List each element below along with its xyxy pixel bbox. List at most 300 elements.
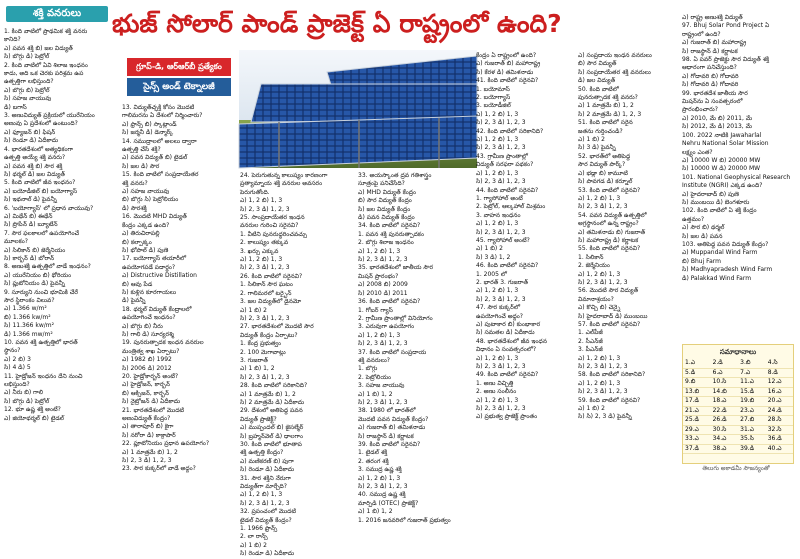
text-line: ఎ) 2010, మే బి) 2011, మే <box>682 114 753 122</box>
answer-cell: 40.ఎ <box>766 444 793 454</box>
answer-cell: 27.బి <box>738 416 766 426</box>
text-line: ఎ) 1, 2 బి) 1, 3 <box>358 247 401 255</box>
text-line: 48. భారతదేశంలో జీవ ఇంధన <box>476 337 547 345</box>
text-line: సి) 2, 3 డి) 1, 2, 3 <box>358 483 408 491</box>
text-line: 2. లా రాన్స్ <box>240 533 268 541</box>
text-line: ఎ) భడ్లా బి) కామూటి <box>578 169 628 177</box>
text-line: విద్యుత్ ప్రాజెక్ట్? <box>240 415 277 423</box>
text-line: కాదు, అది ఒక చెరకు పరిశ్రమ ఉప <box>4 70 84 78</box>
text-line: సి) Madhyapradesh Wind Farm <box>682 266 773 274</box>
text-line: ఎ) పవన శక్తి బి) జల విద్యుత్ <box>4 44 73 52</box>
text-line: సి) 2, 3 డి) 1, 2, 3 <box>476 295 526 303</box>
text-line: సి) మహారాష్ట్ర డి) కర్ణాటక <box>578 236 639 244</box>
text-line: ఎ) 2008 బి) 2009 <box>358 281 408 289</box>
text-line: 1. బొగ్గు <box>358 365 378 373</box>
text-line: ఎ) 1 బి) 1, 2 <box>240 365 275 373</box>
text-line: డి) జల విద్యుత్ <box>578 77 616 85</box>
text-line: 44. కింది వాటిలో సరైనవి? <box>476 186 539 194</box>
answer-cell: 38.ఎ <box>711 444 739 454</box>
text-line: డి) సౌరశక్తి <box>122 204 147 212</box>
answer-cell: 23.ఎ <box>738 406 766 416</box>
text-line: ఎ) పవన శక్తి బి) సౌర శక్తి <box>4 162 63 170</box>
text-line: 2. అణు సంలీనం <box>476 388 517 396</box>
text-line: ఎ) 1, 2 బి) 1, 3 <box>578 379 621 387</box>
text-line: 53. కింది వాటిలో సరైనవి? <box>578 186 641 194</box>
text-line: 19. పునరుత్పాదక ఇంధన వనరుల <box>122 339 204 347</box>
text-line: ఎ) గుజరాత్ బి) తమిళనాడు <box>358 424 426 432</box>
text-line: 100. 2022 నాటికి Jawaharlal <box>682 131 762 139</box>
text-line: 21. భారతదేశంలో మొదటి <box>122 406 185 414</box>
text-line: ఎ) ముప్పందల్ బి) జైసల్మేర్ <box>240 424 304 432</box>
text-line: ఎ) Distructive Distillation <box>122 272 197 280</box>
text-line: ఎ) సంప్రదాయ ఇంధన వనరులు <box>578 52 652 59</box>
text-line: సి) 11.366 kw/m² <box>4 322 55 330</box>
text-line: విమానాశ్రయం? <box>578 295 614 303</box>
column-6 <box>578 52 678 475</box>
answer-key-heading: సమాధానాలు <box>719 348 757 356</box>
text-line: 2. పెట్రోలియం <box>358 373 392 381</box>
text-line: 4. భారతదేశంలో అత్యధికంగా <box>4 145 74 153</box>
text-line: బి) Bhuj Farm <box>682 257 721 265</box>
text-line: 3. అణువిద్యుత్ ప్రక్రియలో యురేనియం <box>4 112 95 120</box>
text-line: 2. పెట్రోల్, ఆల్కహాల్ మిశ్రమం <box>476 203 546 211</box>
text-line: ఎ) బొగ్గు బి) నీరు <box>122 322 163 330</box>
text-line: సి) 3 డి) పైవన్నీ <box>578 144 616 152</box>
answer-row <box>683 444 793 454</box>
text-line: ఎ) 1 బి) 2 <box>578 136 605 144</box>
text-line: సి) జర్మనీ డి) డెన్మార్క్ <box>122 129 174 137</box>
text-line: సి) సి) 2, 3 డి) పైవన్నీ <box>578 413 632 421</box>
text-line: 8. అణుశక్తి ఉత్పత్తిలో వాడే ఇంధనం? <box>4 263 91 271</box>
text-line: 20. హైడ్రోకార్బన్ అంటే? <box>122 373 179 380</box>
text-line: పునరుత్పాదక శక్తి వనరు? <box>578 94 638 102</box>
text-line: సి) జల విద్యుత్ కేంద్రం <box>358 205 411 213</box>
text-line: సి) రెండూ డి) ఏదీకాదు <box>240 466 295 474</box>
answer-cell: 36.డి <box>766 435 793 445</box>
text-line: 40. సముద్ర ఉష్ణ శక్తి <box>358 491 406 499</box>
footer-credit: తెలుగు అకాడమీ సౌజన్యంతో <box>702 465 770 472</box>
text-line: సి) నైట్రోజన్ డి) ఏదీకాదు <box>122 398 181 406</box>
text-line: ఎ) సహజ వాయువు <box>122 188 170 196</box>
answer-cell: 5.డి <box>683 368 711 378</box>
text-line: సి) 2, 3 డి) 1, 2, 3 <box>358 256 408 264</box>
column-3b <box>240 172 352 558</box>
answer-cell: 1.ఎ <box>683 359 711 368</box>
text-line: సి) 2, 3 డి) 1, 2, 3 <box>240 264 290 272</box>
text-line: 47. సౌర కుక్కర్‌లో <box>476 304 520 312</box>
text-line: 11. హైడ్రోజన్ ఇంధనం దేని నుంచి <box>4 372 83 380</box>
text-line: ఎ) MHD విద్యుత్ కేంద్రం <box>358 188 417 196</box>
text-line: సౌర విద్యుత్ పార్క్? <box>578 161 626 169</box>
text-line: 41. కింది వాటిలో సరైనవి? <box>476 77 539 85</box>
text-line: సి) రాజస్థాన్ డి) కర్ణాటక <box>682 47 738 55</box>
text-line: శక్తి వనరులు? <box>358 356 390 364</box>
text-line: ఎ) జియోథర్మల్ బి) టైడల్ <box>4 414 65 422</box>
text-line: ఎ) 1, 2 బి) 1, 3 <box>476 354 519 362</box>
answer-row <box>683 387 793 397</box>
answer-row <box>683 435 793 445</box>
text-line: విద్యుత్ కేంద్రం ఏర్పాటు? <box>240 331 298 339</box>
text-line: 25. సాంప్రదాయేతర ఇంధన <box>240 214 305 222</box>
text-line: శక్తి వనరు? <box>122 179 148 187</box>
text-line: 3. ఖర్చు ఎక్కువ <box>240 247 279 255</box>
text-line: సి) గోదావరి డి) గోదావరి <box>682 81 739 89</box>
text-line: Nehru National Solar Mission <box>682 140 769 148</box>
text-line: అణువు ఏ ప్రదేశంలో ఉంటుంది? <box>4 120 78 128</box>
text-line: సి) 2, 3 డి) 1, 2, 3 <box>476 144 526 152</box>
text-line: ప్రారంభించారు? <box>682 106 718 114</box>
text-line: డి) పైవన్నీ <box>122 297 146 305</box>
text-line: 17. బయోగ్యాస్ తయారీలో <box>122 255 187 263</box>
text-line: ఎ) కొచ్చి బి) చెన్నై <box>578 304 621 312</box>
text-line: మిషన్‌ను ఏ సంవత్సరంలో <box>682 98 743 106</box>
solar-panels-photo <box>239 50 477 168</box>
text-line: సి) 2, 3 డి) 1, 2, 3 <box>476 178 526 186</box>
text-line: బి) బొగ్గు సి) పెట్రోలియం <box>122 196 179 204</box>
text-line: 2. కాలుష్యం తక్కువ <box>240 239 289 247</box>
text-line: సి) ఇథనాల్ డి) పైవన్నీ <box>4 196 57 204</box>
answer-cell: 30.సి <box>711 425 739 435</box>
text-line: ఎ) 1, 2 బి) 1, 3 <box>476 287 519 295</box>
text-line: సి) సమతల డి) ఏదీకాదు <box>476 329 535 337</box>
text-line: ఎ) 1, 2 బి) 1, 3 <box>240 256 283 264</box>
text-line: మిషన్ ప్రారంభం? <box>358 272 399 280</box>
text-line: 102. కింది వాటిలో ఏ శక్తి కేంద్రం <box>682 207 757 215</box>
text-line: 38. 1980 లో భారత్‌లో <box>358 407 416 415</box>
text-line: బి) 1.366 kw/m² <box>4 313 51 321</box>
answer-row <box>683 397 793 407</box>
text-line: వనరుల గురించి సరైనవి? <box>240 222 299 230</box>
text-line: ఉపయోగించే ఇంధనం? <box>122 314 176 322</box>
answer-cell: 3.బి <box>738 359 766 368</box>
text-line: 1. కేంద్ర ప్రభుత్వం <box>240 340 282 348</box>
answer-cell: 11.ఎ <box>738 378 766 388</box>
answer-cell: 12.ఎ <box>766 378 793 388</box>
text-line: 58. కింది వాటిలో సరికానిది? <box>578 371 646 379</box>
text-line: సి) బొగ్గు డి) పెట్రోల్ <box>4 397 50 405</box>
answer-cell: 28.సి <box>766 416 793 426</box>
text-line: ఎ) 1 మాత్రమే బి) 1, 2 <box>240 390 296 398</box>
text-line: ఎ) గుజరాత్ బి) మహారాష్ట్ర <box>682 39 747 47</box>
text-line: ఎ) 10000 W బి) 20000 MW <box>682 156 761 164</box>
text-line: 29. దేశంలో అతిపెద్ద పవన <box>240 407 303 415</box>
text-line: ఎ) తారాపూర్ బి) కైగా <box>122 423 174 431</box>
text-line: ఎ) తిరుచిరాపల్లి <box>122 230 160 238</box>
text-line: అగ్రస్థానంలో ఉన్న రాష్ట్రం? <box>578 220 639 228</box>
column-7 <box>682 14 796 340</box>
text-line: సి) హైదరాబాద్ డి) ముంబయి <box>578 312 648 320</box>
text-line: ఎ) 1, 2 బి) 1, 3 <box>476 110 519 118</box>
text-line: ఎ) 2 బి) 3 <box>4 355 31 363</box>
text-line: సి) 2, 3 డి) 1, 2, 3 <box>240 205 290 213</box>
text-line: ఎ) రాష్ట్ర అణుశక్తి విద్యుత్ <box>682 14 743 21</box>
text-line: సి) జల డి) సౌర <box>122 162 160 170</box>
answer-cell: 32.సి <box>766 425 793 435</box>
text-line: 33. అయస్కాంత ద్రవ గతిశాస్త్రం <box>358 172 432 179</box>
text-line: ఉత్పత్తిగా లభిస్తుంది? <box>4 78 54 86</box>
text-line: 24. పెరుగుతున్న కాలుష్యం కారణంగా <box>240 172 328 179</box>
text-line: సి) రాజస్థాన్ డి) కర్ణాటక <box>358 432 414 440</box>
text-line: 2. గాలిమరలో టర్బైన్ <box>240 289 292 297</box>
text-line: సి) 2, 3 డి) 1, 2, 3 <box>476 119 526 127</box>
text-line: 35. భారతదేశంలో జాతీయ సౌర <box>358 264 434 272</box>
text-line: 3. బయోడీజిల్ <box>476 102 511 110</box>
text-line: 2. జెర్మేనియం <box>578 262 610 270</box>
text-line: సి) బొగ్గు డి) పెట్రోల్ <box>4 53 50 61</box>
text-line: సి) 4 డి) 5 <box>4 364 31 372</box>
text-line: 16. మొదటి MHD విద్యుత్ <box>122 213 187 221</box>
text-line: ఎ) 1 బి) 2 <box>578 405 605 413</box>
text-line: సి) సహజ వాయువు <box>4 95 52 103</box>
answer-cell: 31.ఎ <box>738 425 766 435</box>
text-line: ఎ) బొగ్గు బి) పెట్రోల్ <box>4 86 50 94</box>
answer-cell: 13.బి <box>683 387 711 397</box>
text-line: 3. సముద్ర ఉష్ణ శక్తి <box>358 466 402 474</box>
text-line: 6. 'బయోగ్యాస్' లో ప్రధాన వాయువు? <box>4 204 94 212</box>
text-line: బి) కల్పాక్కం <box>122 238 152 246</box>
text-line: 51. కింది వాటిలో సరైన <box>578 119 633 127</box>
text-line: శక్తి ఉత్పత్తి కేంద్రం? <box>240 449 284 457</box>
text-line: బి) సౌర విద్యుత్ కేంద్రం <box>358 197 412 205</box>
text-line: సి) 2, 3 డి) 1, 2, 3 <box>578 203 628 211</box>
text-line: 56. మొదటి సౌర విద్యుత్ <box>578 287 639 295</box>
text-line: 13. విద్యుత్‌చ్ఛక్తి కోసం మొదటి <box>122 104 195 111</box>
text-line: ఎ) 1, 2 బి) 1, 3 <box>476 220 519 228</box>
answer-cell: 21.ఎ <box>683 406 711 416</box>
text-line: ఎ) 1, 2 బి) 1, 3 <box>476 396 519 404</box>
text-line: ఎ) 1, 2 బి) 1, 3 <box>476 136 519 144</box>
text-line: కేంద్రం ఏ రాష్ట్రంలో ఉంది? <box>476 52 537 59</box>
text-line: 30. కింది వాటిలో భూతాప <box>240 441 302 448</box>
text-line: 50. కింది వాటిలో <box>578 85 619 93</box>
text-line: సి) 2, 3 డి) 1, 2, 3 <box>358 340 408 348</box>
text-line: సి) కార్బన్ డి) బోరాన్ <box>4 254 55 262</box>
text-line: 1. టైడల్ శక్తి <box>358 449 388 457</box>
text-line: లభిస్తుంది? <box>4 381 30 389</box>
answer-cell: 19.బి <box>738 397 766 407</box>
text-line: ఎ) ఫ్యూజన్ బి) ఫిషన్ <box>4 128 56 136</box>
text-line: ఎ) ప్రభుత్వ ప్రాజెక్ట్ ప్రాంతం <box>476 413 538 421</box>
text-line: ఎ) ఫ్రాన్స్ బి) స్కాట్లాండ్ <box>122 120 177 128</box>
text-line: సి) 3 డి) 1, 2 <box>476 253 511 261</box>
text-line: 31. సౌర శక్తిని నేరుగా <box>240 474 291 482</box>
column-4-lines <box>358 172 470 525</box>
text-line: 3. జల విద్యుత్‌లో డైనమో <box>240 298 302 306</box>
text-line: ఉపయోగపడే పదార్థం? <box>122 263 176 271</box>
answer-key-table <box>683 359 793 454</box>
text-line: సి) 2, 3 డి) 1, 2, 3 <box>476 228 526 236</box>
text-line: 55. కింది వాటిలో సరైనవి? <box>578 245 641 253</box>
text-line: టైడల్ విద్యుత్ కేంద్రం? <box>240 516 292 524</box>
text-line: 2. గ్రామీణ ప్రాంతాల్లో వినియోగం <box>358 314 433 322</box>
subhead-topic: సైన్స్ అండ్ టెక్నాలజీ <box>127 78 231 96</box>
text-line: 2. కింది వాటిలో ఏవి శిలాజ ఇంధనం <box>4 61 88 69</box>
answer-cell: 34.ఎ <box>711 435 739 445</box>
text-line: సి) భోపాల్ డి) పుణె <box>122 246 169 254</box>
answer-cell: 39.డి <box>738 444 766 454</box>
text-line: ఎ) 1 బి) 2 <box>476 245 503 253</box>
answer-cell: 8.డి <box>766 368 793 378</box>
answer-row <box>683 378 793 388</box>
answer-cell: 29.ఎ <box>683 425 711 435</box>
answer-cell: 33.ఎ <box>683 435 711 445</box>
answer-row <box>683 359 793 368</box>
column-2 <box>122 104 234 475</box>
text-line: 49. కింది వాటిలో సరైనవి? <box>476 371 539 379</box>
page-headline: భుజ్ సోలార్ పాండ్ ప్రాజెక్ట్ ఏ రాష్ట్రంలో ఉంది? <box>112 9 562 38</box>
text-line: ఎ) 1 బి) 2 <box>240 306 267 314</box>
column-2-lines <box>122 104 234 474</box>
text-line: గాలిమరను ఏ దేశంలో నిర్మించారు? <box>122 112 203 120</box>
text-line: ఎ) గుజరాత్ బి) మహారాష్ట్ర <box>476 60 541 68</box>
answer-cell: 18.ఎ <box>711 397 739 407</box>
text-line: 1. వీటిని పునరుద్ధరించవచ్చు <box>240 230 307 238</box>
text-line: సి) జల డి) పవన <box>682 232 723 240</box>
text-line: ఎ) మిథేన్ బి) ఈథేన్ <box>4 212 53 220</box>
text-line: ఎ) హైడ్రోజన్, కార్బన్ <box>122 381 170 389</box>
text-line: 15. కింది వాటిలో సంప్రదాయేతర <box>122 171 199 179</box>
answer-cell: 35.సి <box>738 435 766 445</box>
text-line: 46. కింది వాటిలో సరైనవి? <box>476 262 539 270</box>
text-line: 99. భారతదేశ జాతీయ సౌర <box>682 89 748 97</box>
answer-cell: 14.బి <box>711 387 739 397</box>
answer-cell: 7.ఎ <box>738 368 766 378</box>
answer-cell: 26.డి <box>711 416 739 426</box>
subhead-box <box>127 58 231 96</box>
text-line: ఎ) 1.366 w/m² <box>4 305 47 313</box>
column-6-lines <box>578 52 678 422</box>
text-line: ఎ) హైదరాబాద్ బి) పుణె <box>682 190 739 198</box>
answer-cell: 37.డి <box>683 444 711 454</box>
text-line: ఎ) 1 బి) 1, 2 <box>358 508 393 516</box>
text-line: స్థానం? <box>4 347 21 355</box>
text-line: 59. కింది వాటిలో సరైనవి? <box>578 396 641 404</box>
text-line: ఎ) నీరు బి) గాలి <box>4 389 44 397</box>
text-line: జతను గుర్తించండి? <box>578 127 623 135</box>
text-line: సి) థర్మల్ డి) జల విద్యుత్ <box>4 170 65 178</box>
text-line: 1. గోబర్ గ్యాస్ <box>358 306 393 314</box>
text-line: ఎ) Muppandal Wind Farm <box>682 249 758 257</box>
text-line: పెరుగుతోంది. <box>240 188 270 196</box>
text-line: ఎ) 1, 2 బి) 1, 3 <box>578 354 621 362</box>
text-line: 10. పవన శక్తి ఉత్పత్తిలో భారత్ <box>4 339 78 347</box>
text-line: 14. సముద్రాలలో అలలు ద్వారా <box>122 137 197 145</box>
text-line: 1. అణు విచ్ఛిత్తి <box>476 379 514 387</box>
text-line: సి) 2, 3 డి) 1, 2, 3 <box>578 278 628 286</box>
text-line: 1. ఎల్‌పీజీ <box>578 329 603 337</box>
text-line: కేంద్రం ఎక్కడ ఉంది? <box>122 221 170 229</box>
text-line: 27. భారతదేశంలో మొదటి సౌర <box>240 323 314 331</box>
text-line: 22. ప్లూటోనియం ప్రధాన ఉపయోగం? <box>122 440 210 448</box>
text-line: విద్యుత్‌గా మార్చేది? <box>240 483 287 491</box>
text-line: ఎ) తమిళనాడు బి) గుజరాత్ <box>578 228 646 236</box>
text-line: ఎ) బయోడీజిల్ బి) బయోగ్యాస్ <box>4 187 78 195</box>
text-line: సి) సంప్రదాయేతర శక్తి వనరులు <box>578 68 651 76</box>
text-line: డి) పవన విద్యుత్ కేంద్రం <box>358 214 415 222</box>
text-line: 43. గ్రామీణ ప్రాంతాల్లో <box>476 152 528 160</box>
answer-row <box>683 368 793 378</box>
text-line: విధానం ఏ సంవత్సరంలో? <box>476 346 537 354</box>
text-line: లక్ష్యం ఎంత? <box>682 148 713 156</box>
text-line: ఎ) గోదావరి బి) గోదావరి <box>682 72 739 80</box>
column-1 <box>4 28 116 475</box>
section-tag: శక్తి వనరులు <box>6 6 108 22</box>
text-line: 2. భారత్ 3. గుజరాత్ <box>476 278 529 286</box>
column-1-lines <box>4 28 116 423</box>
text-line: మూలకం? <box>4 238 28 246</box>
text-line: సి) రెండూ డి) ఏదీకాదు <box>4 137 59 145</box>
text-line: సి) 2010 డి) 2011 <box>358 289 408 297</box>
text-line: 2. బొగ్గు శిలాజ ఇంధనం <box>358 239 414 247</box>
text-line: ఎ) 1, 2 బి) 1, 3 <box>240 491 283 499</box>
column-4 <box>358 172 470 524</box>
text-line: సి) 2, 3 డి) 1, 2, 3 <box>476 405 526 413</box>
text-line: డి) బగాస్ <box>4 103 27 111</box>
text-line: 32. ప్రపంచంలో మొదటి <box>240 508 296 516</box>
text-line: ఉత్పత్తి అయ్యే శక్తి వనరు? <box>4 154 66 162</box>
text-line: ఎ) పుటాకార బి) కుంభాకార <box>476 321 541 328</box>
answer-cell: 25.డి <box>683 416 711 426</box>
answer-cell: 17.డి <box>683 397 711 407</box>
text-line: 45. గ్యాసోహాల్ అంటే? <box>476 236 530 244</box>
text-line: డి) 1.366 mw/m² <box>4 330 53 338</box>
text-line: ఎ) మణికరణ్ బి) పుగా <box>240 457 294 465</box>
text-line: ఎ) 1982 బి) 1992 <box>122 356 172 364</box>
text-line: ఉపయోగించే అద్దం? <box>476 312 523 320</box>
text-line: 3. పీఎన్‌జీ <box>578 346 603 354</box>
text-line: డి) Palakkad Wind Farm <box>682 274 752 282</box>
text-line: ఎ) 1, 2 బి) 1, 3 <box>476 169 519 177</box>
text-line: ప్రత్యామ్నాయ శక్తి వనరుల అవసరం <box>240 180 323 188</box>
text-line: 3. ఎరువుగా ఉపయోగం <box>358 323 415 331</box>
text-line: 98. ఏ పవర్ ప్రాజెక్టు సౌర విద్యుత్ శక్తి <box>682 56 770 64</box>
text-line: 42. కింది వాటిలో సరికానిది? <box>476 127 544 135</box>
answer-cell: 6.ఎ <box>711 368 739 378</box>
text-line: 5. కింది వాటిలో జీవ ఇంధనం? <box>4 179 76 187</box>
text-line: సౌర స్థిరాంకం విలువ? <box>4 297 55 304</box>
text-line: మార్పిడి (OTEC) ప్రాజెక్ట్? <box>358 499 419 507</box>
text-line: సి) ముంబయి డి) బెంగళూరు <box>682 198 750 206</box>
text-line: 2. తరంగ శక్తి <box>358 457 389 465</box>
text-line: 12. భూ ఉష్ణ శక్తి అంటే? <box>4 406 61 414</box>
text-line: సి) 2, 3 డి) 1, 2, 3 <box>240 373 290 381</box>
text-line: సి) నరోరా డి) కాక్రాపార్ <box>122 431 176 439</box>
text-line: సి) 2, 3 డి) 1, 2, 3 <box>476 363 526 371</box>
text-line: 23. సౌర కుక్కర్‌లో వాడే అద్దం? <box>122 465 196 473</box>
subhead-group: గ్రూప్-డి, ఆర్ఆర్‌బీ ప్రత్యేకం <box>127 58 231 76</box>
text-line: సి) 10000 W డి) 20000 MW <box>682 165 761 173</box>
text-line: 1. సిలికాన్ సౌర ఘటం <box>240 281 293 289</box>
text-line: ఎ) 1 మాత్రమే బి) 1, 2 <box>122 448 178 456</box>
text-line: సి) పావగడ డి) కర్నూల్ <box>578 178 633 186</box>
answer-cell: 4.సి <box>766 359 793 368</box>
text-line: 1. బయోమాస్ <box>476 85 510 93</box>
text-line: 1. 1966 ఫ్రాన్స్ <box>240 525 278 533</box>
text-line: సి) 2, 3 డి) 1, 2, 3 <box>240 499 290 507</box>
text-line: అణువిద్యుత్ కేంద్రం? <box>122 415 171 423</box>
text-line: సి) బ్రహ్మన్‌వెల్ డి) ధాలగాం <box>240 432 304 440</box>
answer-cell: 16.ఎ <box>766 387 793 397</box>
text-line: 1. 2016 జనవరిలో గుజరాత్ ప్రభుత్వం <box>358 516 451 524</box>
text-line: 2. 100 మెగావాట్లు <box>240 348 286 356</box>
text-line: 3. సహజ వాయువు <box>358 382 405 390</box>
text-line: 54. పవన విద్యుత్ ఉత్పత్తిలో <box>578 211 647 219</box>
answer-key-box <box>682 344 794 464</box>
text-line: సి) 2, 3 డి) 1, 2, 3 <box>578 388 628 396</box>
text-line: 2. బయోగ్యాస్ <box>476 94 511 102</box>
text-line: 34. కింది వాటిలో సరైనవి? <box>358 222 421 230</box>
text-line: సి) రెండూ డి) ఏదీకాదు <box>240 550 295 558</box>
